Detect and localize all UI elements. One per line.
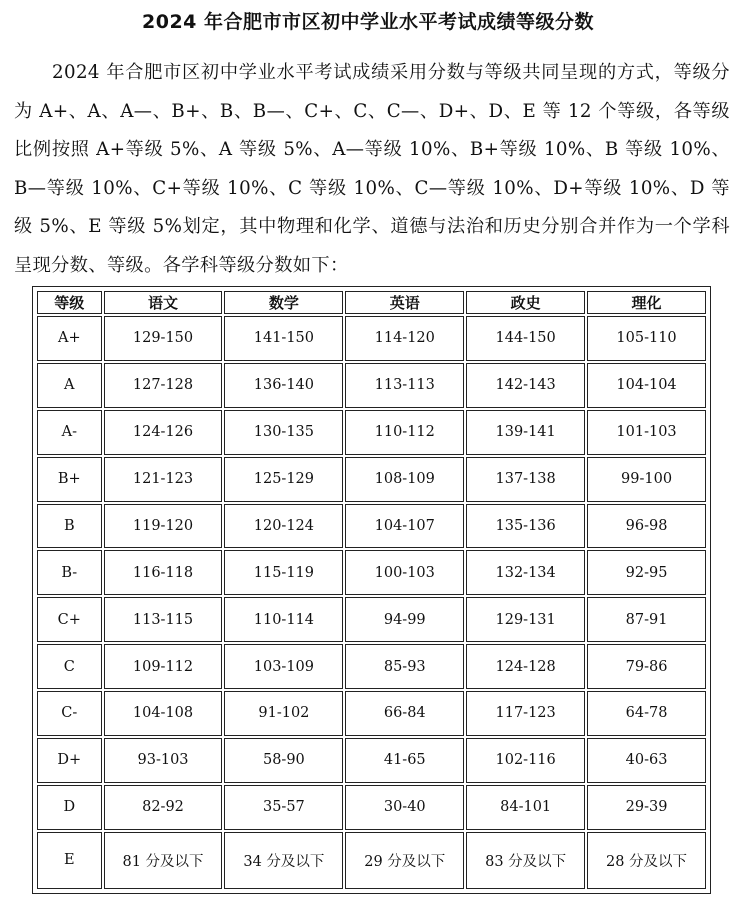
table-row (37, 316, 706, 361)
grade-cell: D+ (37, 738, 102, 783)
table-cell: 96-98 (587, 504, 706, 549)
header-chinese: 语文 (104, 291, 223, 314)
table-cell: 84-101 (466, 785, 585, 830)
table-cell: 124-128 (466, 644, 585, 689)
grade-table-frame (32, 286, 711, 894)
page-title: 2024 年合肥市市区初中学业水平考试成绩等级分数 (142, 11, 594, 33)
table-cell: 137-138 (466, 457, 585, 502)
grade-cell: B (37, 504, 102, 549)
table-cell: 139-141 (466, 410, 585, 455)
table-cell: 141-150 (224, 316, 343, 361)
table-cell: 100-103 (345, 550, 464, 595)
table-row (37, 597, 706, 642)
grade-cell: E (37, 832, 102, 889)
table-cell: 102-116 (466, 738, 585, 783)
table-cell: 124-126 (104, 410, 223, 455)
table-cell: 92-95 (587, 550, 706, 595)
table-cell: 142-143 (466, 363, 585, 408)
grade-cell: A- (37, 410, 102, 455)
table-row (37, 363, 706, 408)
header-english: 英语 (345, 291, 464, 314)
table-row (37, 644, 706, 689)
table-cell: 109-112 (104, 644, 223, 689)
table-cell: 144-150 (466, 316, 585, 361)
table-cell: 79-86 (587, 644, 706, 689)
table-cell: 29 分及以下 (345, 832, 464, 889)
table-cell: 127-128 (104, 363, 223, 408)
grade-cell: D (37, 785, 102, 830)
header-grade: 等级 (37, 291, 102, 314)
table-row (37, 504, 706, 549)
table-cell: 64-78 (587, 691, 706, 736)
table-row (37, 410, 706, 455)
table-cell: 101-103 (587, 410, 706, 455)
table-cell: 35-57 (224, 785, 343, 830)
table-cell: 30-40 (345, 785, 464, 830)
table-cell: 117-123 (466, 691, 585, 736)
table-cell: 113-113 (345, 363, 464, 408)
table-cell: 87-91 (587, 597, 706, 642)
table-cell: 136-140 (224, 363, 343, 408)
table-cell: 113-115 (104, 597, 223, 642)
grade-cell: C (37, 644, 102, 689)
table-cell: 103-109 (224, 644, 343, 689)
header-politics-history: 政史 (466, 291, 585, 314)
table-cell: 58-90 (224, 738, 343, 783)
table-cell: 40-63 (587, 738, 706, 783)
table-cell: 105-110 (587, 316, 706, 361)
table-cell: 130-135 (224, 410, 343, 455)
table-row (37, 457, 706, 502)
table-header-row (37, 291, 706, 314)
table-cell: 115-119 (224, 550, 343, 595)
table-cell: 29-39 (587, 785, 706, 830)
table-cell: 99-100 (587, 457, 706, 502)
table-cell: 91-102 (224, 691, 343, 736)
grade-cell: A (37, 363, 102, 408)
table-cell: 132-134 (466, 550, 585, 595)
table-row (37, 691, 706, 736)
table-cell: 110-112 (345, 410, 464, 455)
table-cell: 116-118 (104, 550, 223, 595)
table-row (37, 832, 706, 889)
table-cell: 85-93 (345, 644, 464, 689)
table-cell: 28 分及以下 (587, 832, 706, 889)
table-cell: 129-150 (104, 316, 223, 361)
table-cell: 104-108 (104, 691, 223, 736)
grade-cell: C- (37, 691, 102, 736)
table-cell: 135-136 (466, 504, 585, 549)
table-cell: 119-120 (104, 504, 223, 549)
table-row (37, 738, 706, 783)
grade-cell: B- (37, 550, 102, 595)
table-cell: 129-131 (466, 597, 585, 642)
table-cell: 83 分及以下 (466, 832, 585, 889)
table-cell: 108-109 (345, 457, 464, 502)
grade-cell: C+ (37, 597, 102, 642)
table-cell: 104-104 (587, 363, 706, 408)
table-row (37, 550, 706, 595)
table-cell: 34 分及以下 (224, 832, 343, 889)
table-cell: 81 分及以下 (104, 832, 223, 889)
grade-cell: B+ (37, 457, 102, 502)
table-cell: 93-103 (104, 738, 223, 783)
header-math: 数学 (224, 291, 343, 314)
table-cell: 114-120 (345, 316, 464, 361)
table-row (37, 785, 706, 830)
table-cell: 110-114 (224, 597, 343, 642)
table-cell: 125-129 (224, 457, 343, 502)
table-cell: 121-123 (104, 457, 223, 502)
grade-score-table (35, 289, 708, 891)
table-cell: 66-84 (345, 691, 464, 736)
grade-cell: A+ (37, 316, 102, 361)
intro-paragraph: 2024 年合肥市区初中学业水平考试成绩采用分数与等级共同呈现的方式，等级分为 A+、A、A—、B+、B、B—、C+、C、C—、D+、D、E 等 12 个等级，各等级比例按照 A+等级 5%、A 等级 5%、A—等级 10%、B+等级 10%、B 等级 10%、B—等级 10%、C+等级 10%、C 等级 10%、C—等级 10%、D+等级 10%、D 等级 5%、E 等级 5%划定，其中物理和化学、道德与法治和历史分别合并作为一个学科呈现分数、等级。各学科等级分数如下： (14, 62, 730, 276)
table-cell: 94-99 (345, 597, 464, 642)
header-physics-chemistry: 理化 (587, 291, 706, 314)
table-cell: 82-92 (104, 785, 223, 830)
table-cell: 104-107 (345, 504, 464, 549)
table-cell: 41-65 (345, 738, 464, 783)
table-cell: 120-124 (224, 504, 343, 549)
